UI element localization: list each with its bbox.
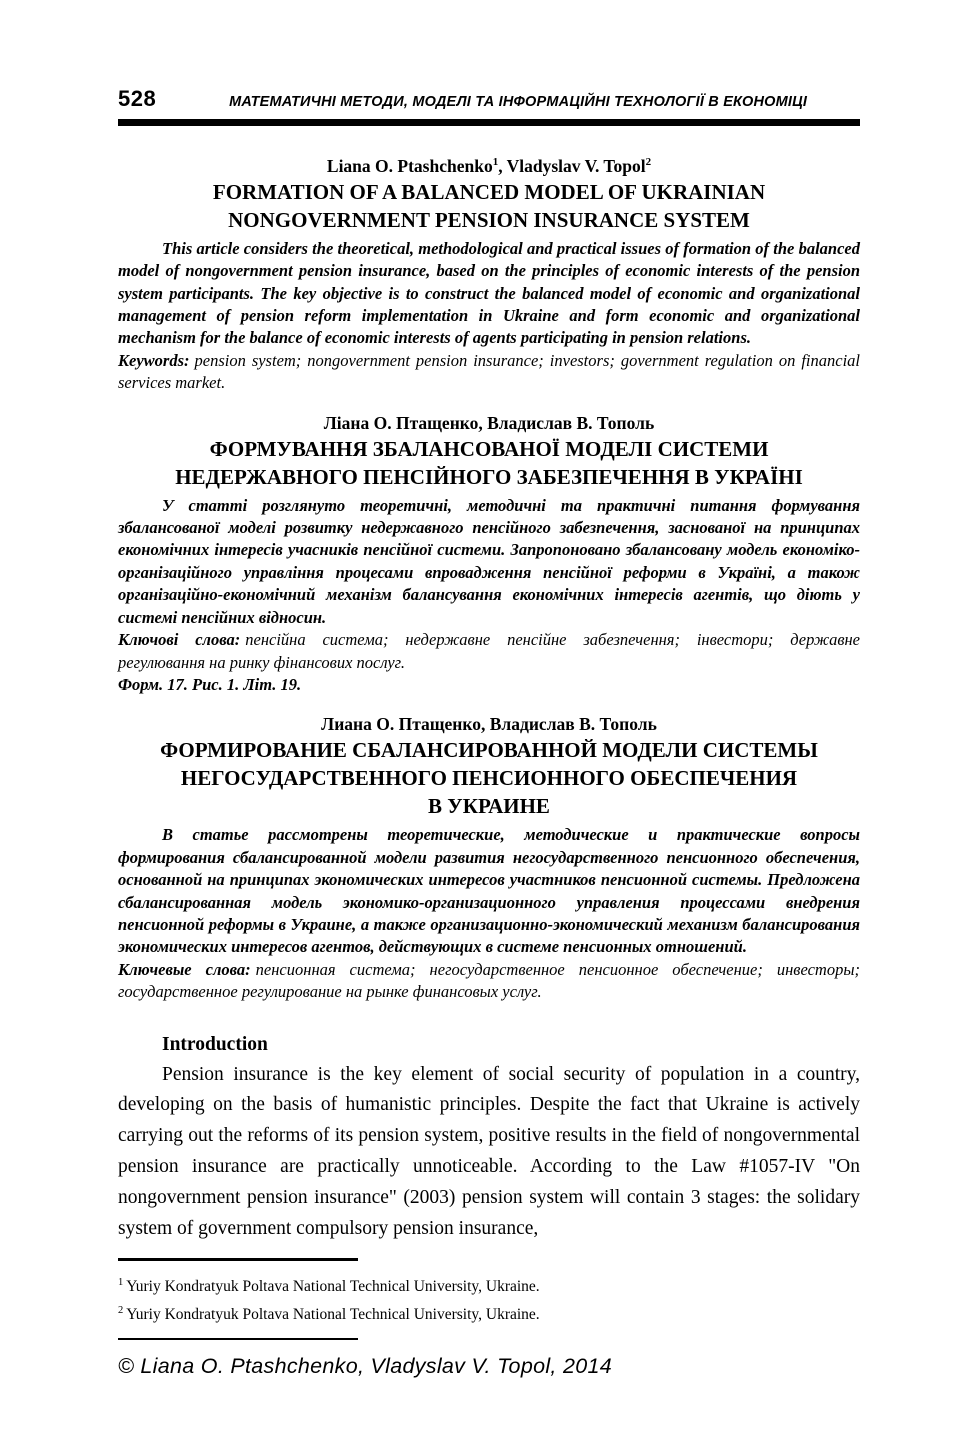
abstract-ukrainian: У статті розглянуто теоретичні, методичні та практичні питання формування збалансованої моделі розвитку недержавного пенсійного забезпечення, заснованої на принципах економічних інтересів учасників пенсійної системи. Запропоновано збалансовану модель економіко-організаційного управління процесами впровадження пенсійної реформи в Україні, а також організаційно-економічний механізм балансування економічних інтересів агентів, що діють у системі пенсійних відносин. — [118, 495, 860, 627]
article-title-russian — [118, 736, 860, 820]
keywords-ukrainian — [118, 629, 860, 674]
journal-section-title: МАТЕМАТИЧНІ МЕТОДИ, МОДЕЛІ ТА ІНФОРМАЦІЙНІ ТЕХНОЛОГІЇ В ЕКОНОМІЦІ — [229, 94, 808, 110]
footnote-1-text: Yuriy Kondratyuk Poltava National Technical University, Ukraine. — [126, 1278, 540, 1296]
footnote-1 — [118, 1271, 860, 1298]
keywords-label-russian: Ключевые слова: — [118, 959, 251, 979]
authors-russian: Лиана О. Птащенко, Владислав В. Тополь — [321, 714, 657, 735]
author-2-footnote-mark: 2 — [645, 156, 652, 168]
header-rule — [118, 119, 860, 126]
authors-english — [118, 150, 860, 178]
title-line: НЕГОСУДАРСТВЕННОГО ПЕНСИОННОГО ОБЕСПЕЧЕНИЯ — [180, 766, 798, 791]
formulas-figures-references-line: Форм. 17. Рис. 1. Літ. 19. — [118, 674, 302, 694]
footnote-2-mark: 2 — [118, 1304, 124, 1316]
keywords-label-english: Keywords: — [118, 350, 190, 370]
copyright-line: © Liana O. Ptashchenko, Vladyslav V. Topol, 2014 — [118, 1354, 612, 1379]
abstract-english: This article considers the theoretical, methodological and practical issues of formation of the balanced model of nongovernment pension insurance, based on the principles of economic interests of the pension system participants. The key objective is to construct the balanced model of economic and organizational management of pension reform implementation in Ukraine and form economic and organizational mechanism for the balance of economic interests of agents participating in pension relations. — [118, 238, 860, 348]
footnotes — [118, 1271, 860, 1325]
keywords-text-russian: пенсионная система; негосударственное пенсионное обеспечение; инвесторы; государственное регулирование на рынке финансовых услуг. — [118, 959, 860, 1002]
authors-ukrainian: Ліана О. Птащенко, Владислав В. Тополь — [323, 412, 655, 433]
article-title-ukrainian — [118, 435, 860, 491]
footnote-1-mark: 1 — [118, 1277, 124, 1289]
keywords-text-ukrainian: пенсійна система; недержавне пенсійне забезпечення; інвестори; державне регулювання на ринку фінансових послуг. — [118, 630, 860, 672]
author-1-name: Liana O. Ptashchenko — [326, 155, 493, 176]
article-title-english — [118, 178, 860, 234]
author-separator: , — [498, 155, 507, 176]
keywords-label-ukrainian: Ключові слова: — [118, 630, 241, 650]
page-number: 528 — [118, 86, 157, 111]
footnote-2-text: Yuriy Kondratyuk Poltava National Technical University, Ukraine. — [126, 1305, 540, 1323]
title-line: ФОРМУВАННЯ ЗБАЛАНСОВАНОЇ МОДЕЛІ СИСТЕМИ — [209, 436, 769, 461]
footnote-2 — [118, 1299, 860, 1326]
keywords-text-english: pension system; nongovernment pension insurance; investors; government regulation on financial services market. — [118, 350, 860, 393]
footnote-separator-rule — [118, 1258, 358, 1261]
title-line: FORMATION OF A BALANCED MODEL OF UKRAINIAN — [212, 179, 766, 204]
keywords-russian — [118, 959, 860, 1004]
running-head — [118, 86, 860, 112]
author-1-footnote-mark: 1 — [492, 156, 499, 168]
introduction-heading: Introduction — [162, 1033, 268, 1055]
copyright-separator-rule — [118, 1338, 358, 1341]
title-line: НЕДЕРЖАВНОГО ПЕНСІЙНОГО ЗАБЕЗПЕЧЕННЯ В УКРАЇНІ — [175, 464, 803, 489]
author-2-name: Vladyslav V. Topol — [506, 155, 646, 176]
keywords-english — [118, 350, 860, 395]
title-line: NONGOVERNMENT PENSION INSURANCE SYSTEM — [228, 207, 750, 232]
introduction-paragraph: Pension insurance is the key element of social security of population in a country, developing on the basis of humanistic principles. Despite the fact that Ukraine is actively carrying out the reforms of its pension system, positive results in the field of nongovernmental pension insurance are practically unnoticeable. According to the Law #1057-IV "On nongovernment pension insurance" (2003) pension system will contain 3 stages: the solidary system of government compulsory pension insurance, — [118, 1063, 860, 1239]
abstract-russian: В статье рассмотрены теоретические, методические и практические вопросы формирования сбалансированной модели развития негосударственного пенсионного обеспечения, основанной на принципах экономических интересов участников пенсионной системы. Предложена сбалансированная модель экономико-организационного управления процессами внедрения пенсионной реформы в Украине, а также организационно-экономический механизм балансирования экономических интересов агентов, действующих в системе пенсионных отношений. — [118, 825, 860, 957]
title-line: ФОРМИРОВАНИЕ СБАЛАНСИРОВАННОЙ МОДЕЛИ СИСТЕМЫ — [160, 738, 818, 763]
title-line: В УКРАИНЕ — [428, 794, 550, 819]
